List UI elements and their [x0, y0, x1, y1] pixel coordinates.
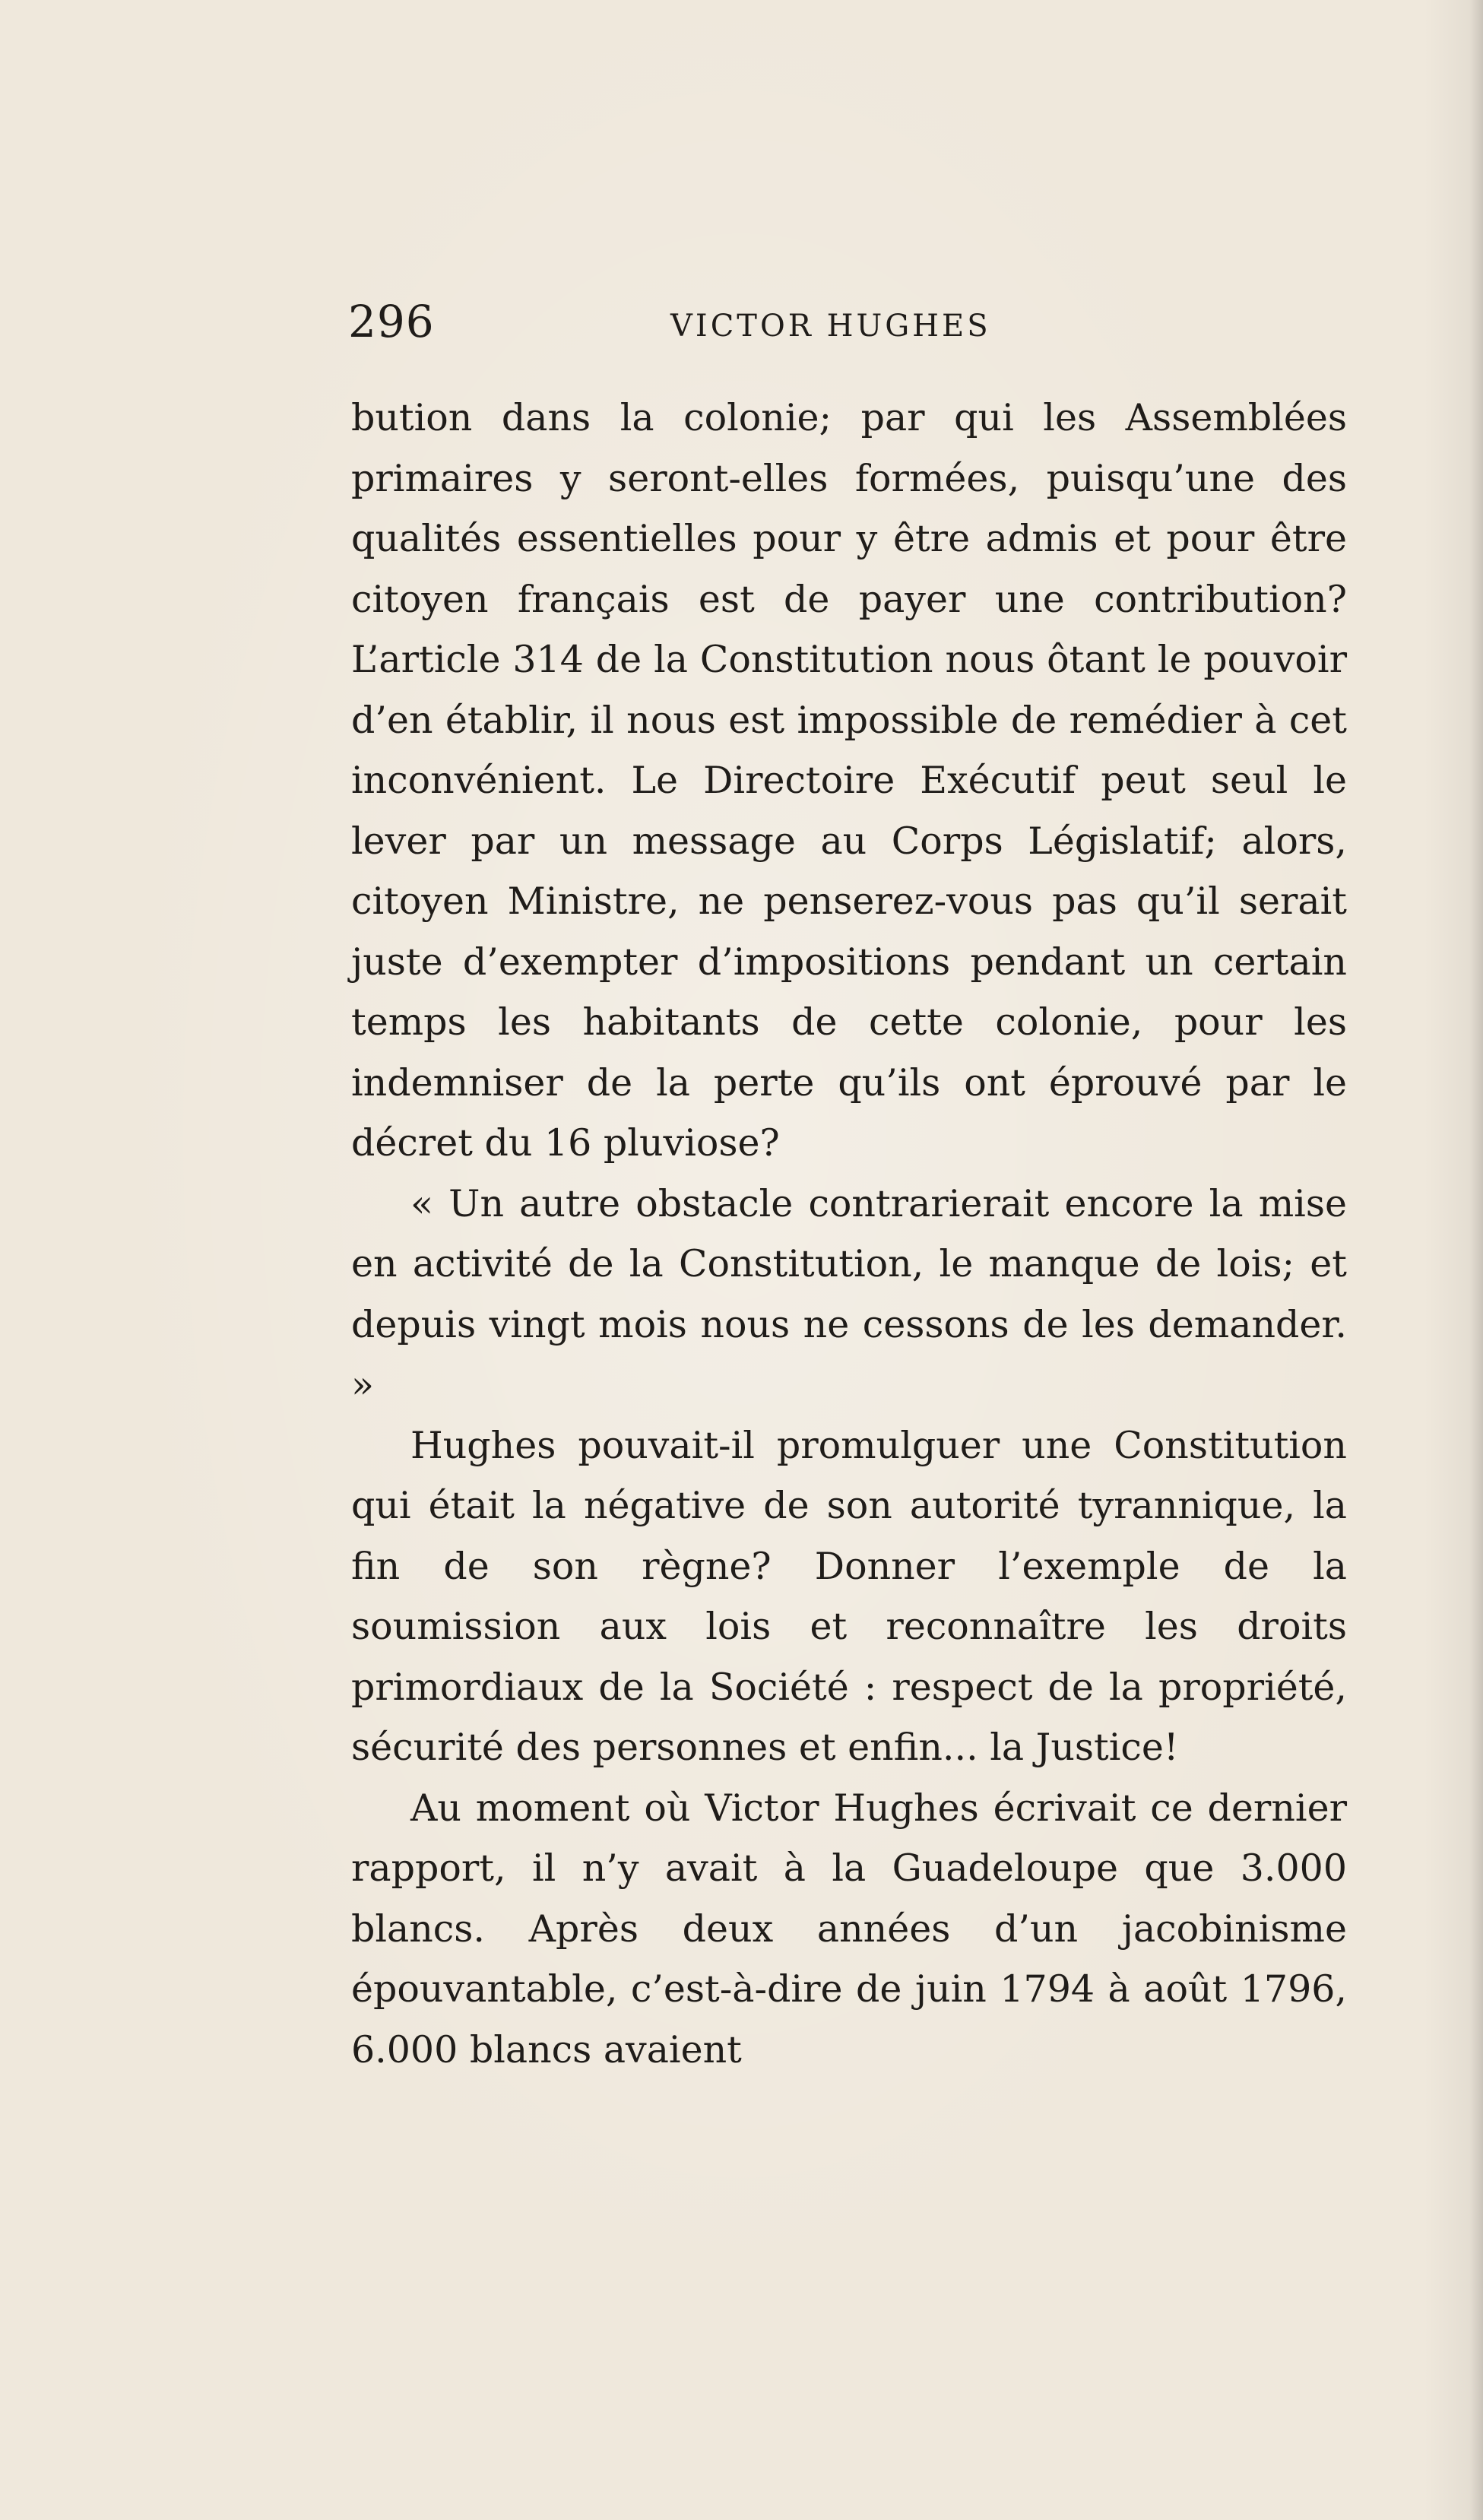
paragraph-continuation: bution dans la colonie; par qui les Assemblées primaires y seront-elles formées, puisqu’une des qualités essentielles pour y être admis et pour être citoyen français est de payer une contribution? L’article 314 de la Constitution nous ôtant le pouvoir d’en établir, il nous est impossible de remédier à cet inconvénient. Le Directoire Exécutif peut seul le lever par un message au Corps Législatif; alors, citoyen Ministre, ne penserez-vous pas qu’il serait juste d’exempter d’impositions pendant un certain temps les habitants de cette colonie, pour les indemniser de la perte qu’ils ont éprouvé par le décret du 16 pluviose?	[351, 396, 1347, 1165]
page-edge-shadow	[1469, 0, 1483, 2520]
paragraph-hughes: Hughes pouvait-il promulguer une Constitution qui était la négative de son autorité tyrannique, la fin de son règne? Donner l’exemple de la soumission aux lois et reconnaître les droits primordiaux de la Société : respect de la propriété, sécurité des personnes et enfin... la Justice!	[351, 1423, 1347, 1769]
page-number: 296	[348, 296, 435, 347]
body-text	[351, 388, 1347, 2080]
paragraph-quote: « Un autre obstacle contrarierait encore la mise en activité de la Constitution, le manque de lois; et depuis vingt mois nous ne cessons de les demander. »	[351, 1181, 1347, 1406]
running-head: VICTOR HUGHES	[670, 309, 991, 344]
page-header	[348, 291, 1344, 352]
paragraph-report: Au moment où Victor Hughes écrivait ce dernier rapport, il n’y avait à la Guadeloupe que 3.000 blancs. Après deux années d’un jacobinisme épouvantable, c’est-à-dire de juin 1794 à août 1796, 6.000 blancs avaient	[351, 1786, 1347, 2071]
